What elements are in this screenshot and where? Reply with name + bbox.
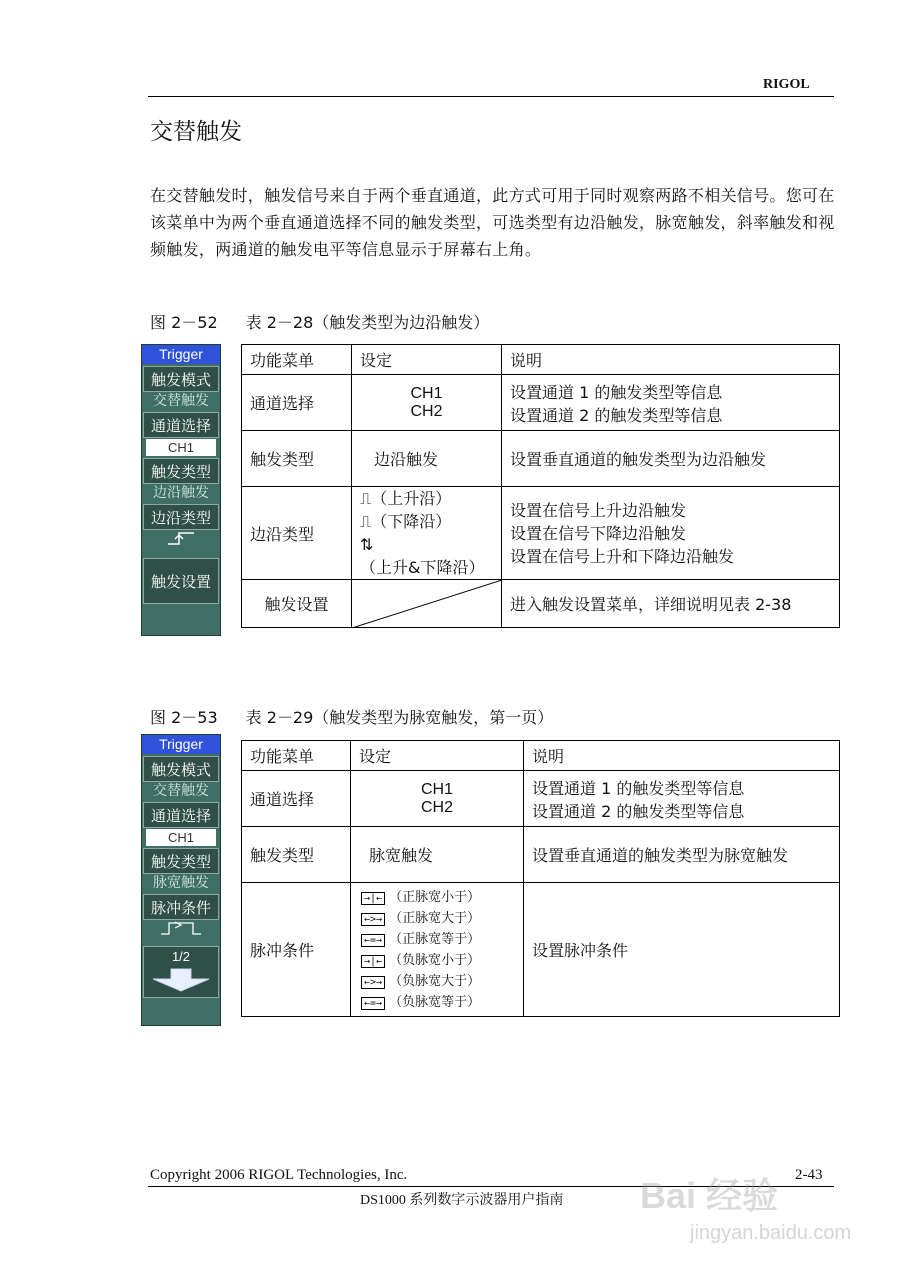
- empty-diagonal-cell: [352, 580, 502, 628]
- col-header-description: 说明: [502, 345, 840, 375]
- menu-header: Trigger: [142, 735, 220, 754]
- brand-name: RIGOL: [763, 77, 810, 92]
- setting-ch1: CH1: [420, 780, 453, 798]
- pos-width-less-icon: →|←: [361, 892, 385, 905]
- col-header-description: 说明: [524, 741, 840, 771]
- table-row: [242, 580, 840, 628]
- channel-select-button[interactable]: 通道选择: [143, 412, 219, 438]
- row-description: 设置垂直通道的触发类型为脉宽触发: [524, 827, 840, 883]
- fig1-trigger-menu: [141, 344, 221, 636]
- neg-width-less-icon: →|←: [361, 955, 385, 968]
- slope-type-button[interactable]: 边沿类型: [143, 504, 219, 530]
- setting-ch2: CH2: [410, 402, 443, 420]
- row-menu: 脉冲条件: [242, 883, 351, 1017]
- trigger-mode-value: 交替触发: [153, 393, 209, 409]
- col-header-menu: 功能菜单: [242, 345, 352, 375]
- trigger-type-button[interactable]: 触发类型: [143, 458, 219, 484]
- fig2-spec-table: [241, 740, 840, 1017]
- both-edges-icon: ⇅: [360, 535, 374, 554]
- table-row: [242, 827, 840, 883]
- col-header-setting: 设定: [352, 345, 502, 375]
- fig2-table-label: 表 2－29（触发类型为脉宽触发，第一页）: [245, 708, 554, 727]
- trigger-type-value: 边沿触发: [153, 485, 209, 501]
- neg-width-equal-icon: ←=→: [361, 997, 385, 1010]
- menu-header: Trigger: [142, 345, 220, 364]
- desc-ch1: 设置通道 1 的触发类型等信息: [510, 382, 723, 402]
- setting-ch1: CH1: [410, 384, 443, 402]
- pulse-greater-icon: [142, 920, 220, 942]
- fig2-figure-label: 图 2－53: [150, 708, 218, 727]
- channel-select-button[interactable]: 通道选择: [143, 802, 219, 828]
- next-page-button[interactable]: [143, 946, 219, 998]
- fig1-figure-label: 图 2－52: [150, 313, 218, 332]
- falling-edge-icon: ⎍: [360, 512, 372, 531]
- fig2-trigger-menu: [141, 734, 221, 1026]
- trigger-mode-value: 交替触发: [153, 783, 209, 799]
- row-menu: 触发类型: [242, 431, 352, 487]
- col-header-setting: 设定: [351, 741, 524, 771]
- section-title: 交替触发: [150, 119, 242, 145]
- pos-width-greater-icon: ←>→: [361, 913, 385, 926]
- row-setting: 脉宽触发: [351, 827, 524, 883]
- desc-ch2: 设置通道 2 的触发类型等信息: [532, 801, 745, 821]
- footer-copyright: Copyright 2006 RIGOL Technologies, Inc.: [150, 1167, 408, 1183]
- col-header-menu: 功能菜单: [242, 741, 351, 771]
- fig1-caption: [150, 310, 489, 333]
- channel-select-value: CH1: [146, 439, 216, 456]
- watermark-logo: Bai 经验: [640, 1175, 779, 1216]
- row-menu: 触发类型: [242, 827, 351, 883]
- fig2-caption: [150, 705, 553, 728]
- pulse-condition-button[interactable]: 脉冲条件: [143, 894, 219, 920]
- intro-paragraph: 在交替触发时，触发信号来自于两个垂直通道，此方式可用于同时观察两路不相关信号。您可在该菜单中为两个垂直通道选择不同的触发类型，可选类型有边沿触发，脉宽触发，斜率触发和视频触发，两通道的触发电平等信息显示于屏幕右上角。: [150, 186, 835, 259]
- watermark-url: jingyan.baidu.com: [690, 1222, 852, 1244]
- table-row: [242, 375, 840, 431]
- fig1-spec-table: [241, 344, 840, 628]
- row-description: 设置脉冲条件: [524, 883, 840, 1017]
- footer-page-number: 2-43: [795, 1167, 823, 1183]
- desc-ch1: 设置通道 1 的触发类型等信息: [532, 778, 745, 798]
- neg-width-greater-icon: ←>→: [361, 976, 385, 989]
- row-menu: 通道选择: [242, 375, 352, 431]
- footer-manual-title: DS1000 系列数字示波器用户指南: [360, 1193, 564, 1208]
- trigger-mode-button[interactable]: 触发模式: [143, 756, 219, 782]
- rising-edge-icon: [142, 530, 220, 552]
- row-menu: 触发设置: [242, 580, 352, 628]
- trigger-setup-button[interactable]: 触发设置: [143, 558, 219, 604]
- header-rule: [148, 96, 834, 97]
- rising-edge-icon: ⎍: [360, 489, 372, 508]
- page-indicator: 1/2: [171, 949, 191, 964]
- channel-select-value: CH1: [146, 829, 216, 846]
- trigger-mode-button[interactable]: 触发模式: [143, 366, 219, 392]
- row-menu: 边沿类型: [242, 487, 352, 580]
- table-row: [242, 431, 840, 487]
- table-row: [242, 771, 840, 827]
- fig1-table-label: 表 2－28（触发类型为边沿触发）: [245, 313, 490, 332]
- row-menu: 通道选择: [242, 771, 351, 827]
- row-description: 进入触发设置菜单，详细说明见表 2-38: [502, 580, 840, 628]
- table-row: 边沿类型 ⎍（上升沿） ⎍（下降沿） ⇅（上升&下降沿） 设置在信号上升边沿触发 设置在信号下降边沿触发 设置在信号上升和下降边沿触发: [242, 487, 840, 580]
- row-setting: 边沿触发: [352, 431, 502, 487]
- trigger-type-button[interactable]: 触发类型: [143, 848, 219, 874]
- arrow-down-icon: [149, 967, 213, 993]
- table-row: 脉冲条件 →|← （正脉宽小于） ←>→ （正脉宽大于） ←=→ （正脉宽等于） →|← （负脉宽小于） ←>→ （负脉宽大于） ←=→ （负脉宽等于） 设置脉冲条件: [242, 883, 840, 1017]
- pos-width-equal-icon: ←=→: [361, 934, 385, 947]
- row-description: 设置垂直通道的触发类型为边沿触发: [502, 431, 840, 487]
- desc-ch2: 设置通道 2 的触发类型等信息: [510, 405, 723, 425]
- setting-ch2: CH2: [420, 798, 453, 816]
- trigger-type-value: 脉宽触发: [153, 875, 209, 891]
